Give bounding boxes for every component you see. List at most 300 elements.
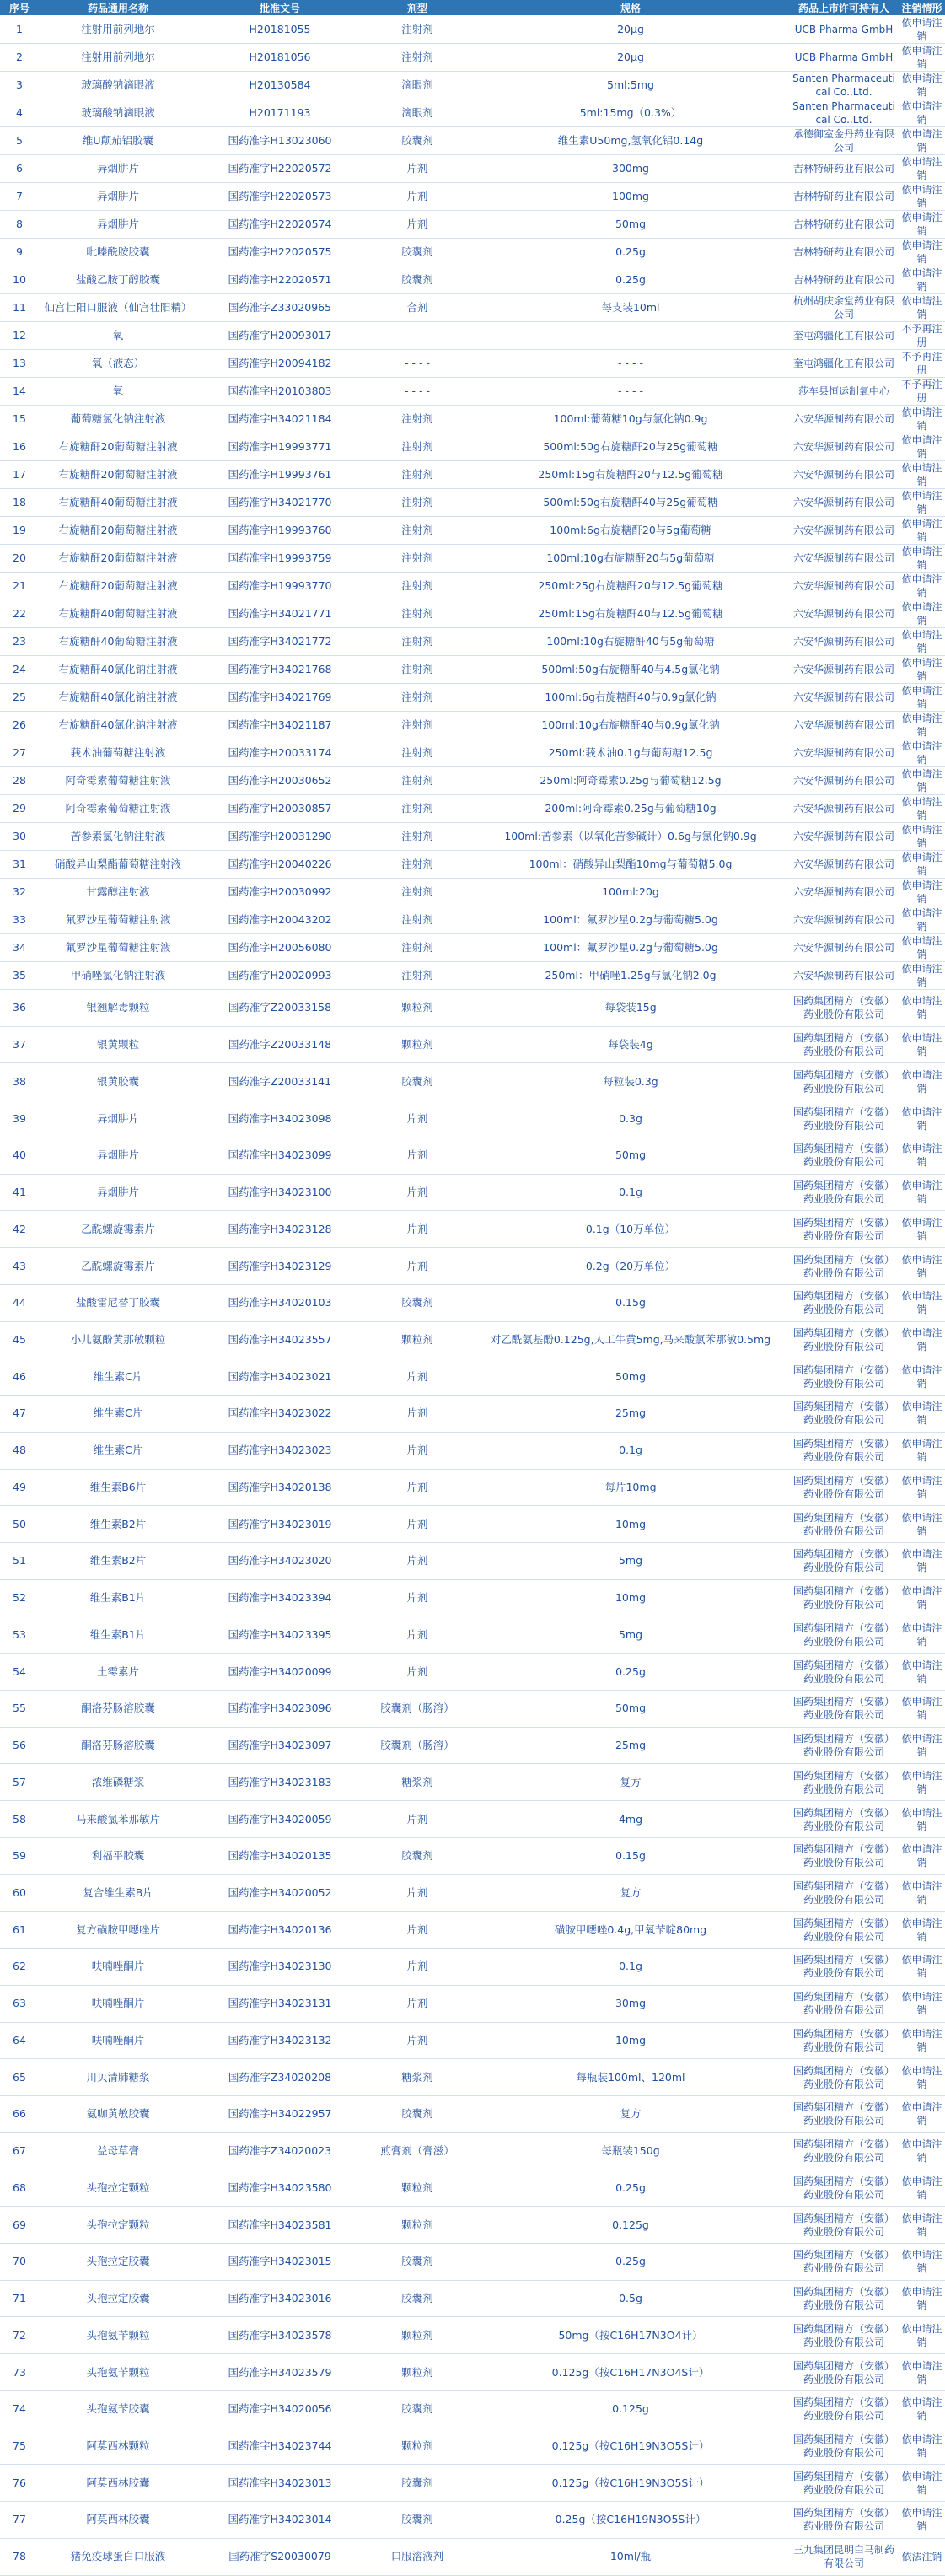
drug-name-cell: 头孢拉定颗粒 <box>39 2170 197 2207</box>
cancellation-reason-cell: 依申请注销 <box>899 1764 945 1801</box>
drug-name-cell: 右旋糖酐20葡萄糖注射液 <box>39 573 197 600</box>
drug-name-cell: 异烟肼片 <box>39 1100 197 1137</box>
seq-cell: 17 <box>0 461 39 489</box>
license-holder-cell: 国药集团精方（安徽）药业股份有限公司 <box>789 1100 899 1137</box>
license-holder-cell: 国药集团精方（安徽）药业股份有限公司 <box>789 2059 899 2096</box>
cancellation-reason-cell: 依申请注销 <box>899 266 945 294</box>
license-holder-cell: 吉林特研药业有限公司 <box>789 266 899 294</box>
approval-number-cell: 国药准字H34023183 <box>197 1764 362 1801</box>
dosage-form-cell: 胶囊剂 <box>362 2096 472 2133</box>
cancellation-reason-cell: 依申请注销 <box>899 2170 945 2207</box>
approval-number-cell: 国药准字H34020059 <box>197 1801 362 1838</box>
seq-cell: 66 <box>0 2096 39 2133</box>
approval-number-cell: 国药准字H34023013 <box>197 2465 362 2502</box>
license-holder-cell: Santen Pharmaceutical Co.,Ltd. <box>789 99 899 127</box>
cancellation-reason-cell: 依申请注销 <box>899 2132 945 2170</box>
table-row <box>0 1654 945 1691</box>
license-holder-cell: 国药集团精方（安徽）药业股份有限公司 <box>789 1949 899 1986</box>
dosage-form-cell: 颗粒剂 <box>362 990 472 1027</box>
dosage-form-cell: 片剂 <box>362 1469 472 1506</box>
approval-number-cell: 国药准字H20033174 <box>197 739 362 767</box>
specification-cell: 250ml：甲硝唑1.25g与氯化钠2.0g <box>472 962 789 990</box>
specification-cell: 5ml:5mg <box>472 72 789 99</box>
drug-name-cell: 盐酸乙胺丁醇胶囊 <box>39 266 197 294</box>
table-row <box>0 378 945 406</box>
table-row <box>0 99 945 127</box>
table-row <box>0 2538 945 2575</box>
dosage-form-cell: 合剂 <box>362 294 472 322</box>
approval-number-cell: 国药准字H34021768 <box>197 656 362 684</box>
cancellation-reason-cell: 依申请注销 <box>899 1284 945 1321</box>
seq-cell: 4 <box>0 99 39 127</box>
seq-cell: 50 <box>0 1506 39 1543</box>
license-holder-cell: 国药集团精方（安徽）药业股份有限公司 <box>789 2280 899 2317</box>
specification-cell: 0.125g（按C16H19N3O5S计） <box>472 2465 789 2502</box>
table-row <box>0 823 945 851</box>
approval-number-cell: 国药准字H20043202 <box>197 906 362 934</box>
drug-name-cell: 维生素B2片 <box>39 1543 197 1580</box>
specification-cell: 100mg <box>472 183 789 211</box>
cancellation-reason-cell: 依申请注销 <box>899 183 945 211</box>
seq-cell: 30 <box>0 823 39 851</box>
dosage-form-cell: 滴眼剂 <box>362 99 472 127</box>
table-row <box>0 72 945 99</box>
specification-cell: 复方 <box>472 2096 789 2133</box>
table-row <box>0 461 945 489</box>
drug-name-cell: 维生素C片 <box>39 1396 197 1433</box>
table-row <box>0 406 945 433</box>
table-row <box>0 628 945 656</box>
license-holder-cell: 莎车县恒运制氧中心 <box>789 378 899 406</box>
approval-number-cell: 国药准字H34023015 <box>197 2243 362 2280</box>
approval-number-cell: H20171193 <box>197 99 362 127</box>
license-holder-cell: 六安华源制药有限公司 <box>789 823 899 851</box>
approval-number-cell: 国药准字H34020056 <box>197 2390 362 2428</box>
approval-number-cell: 国药准字H34021771 <box>197 600 362 628</box>
cancellation-reason-cell: 依申请注销 <box>899 1100 945 1137</box>
drug-name-cell: 注射用前列地尔 <box>39 44 197 72</box>
specification-cell: 对乙酰氨基酚0.125g,人工牛黄5mg,马来酸氯苯那敏0.5mg <box>472 1321 789 1358</box>
dosage-form-cell: 颗粒剂 <box>362 2428 472 2465</box>
approval-number-cell: 国药准字H34021772 <box>197 628 362 656</box>
dosage-form-cell: 胶囊剂（肠溶） <box>362 1690 472 1727</box>
license-holder-cell: 国药集团精方（安徽）药业股份有限公司 <box>789 990 899 1027</box>
drug-name-cell: 维生素C片 <box>39 1432 197 1469</box>
license-holder-cell: 国药集团精方（安徽）药业股份有限公司 <box>789 1506 899 1543</box>
specification-cell: 250ml:阿奇霉素0.25g与葡萄糖12.5g <box>472 767 789 795</box>
specification-cell: 5mg <box>472 1616 789 1654</box>
drug-name-cell: 右旋糖酐40葡萄糖注射液 <box>39 489 197 517</box>
dosage-form-cell: - - - - <box>362 350 472 378</box>
approval-number-cell: 国药准字H19993761 <box>197 461 362 489</box>
seq-cell: 54 <box>0 1654 39 1691</box>
table-row <box>0 1174 945 1211</box>
specification-cell: 0.25g（按C16H19N3O5S计） <box>472 2502 789 2539</box>
seq-cell: 41 <box>0 1174 39 1211</box>
drug-name-cell: 呋喃唑酮片 <box>39 1985 197 2022</box>
approval-number-cell: 国药准字H22020575 <box>197 239 362 266</box>
approval-number-cell: 国药准字H34023019 <box>197 1506 362 1543</box>
seq-cell: 34 <box>0 934 39 962</box>
table-row <box>0 795 945 823</box>
approval-number-cell: 国药准字H34023579 <box>197 2354 362 2391</box>
seq-cell: 8 <box>0 211 39 239</box>
dosage-form-cell: 胶囊剂 <box>362 239 472 266</box>
dosage-form-cell: 滴眼剂 <box>362 72 472 99</box>
specification-cell: 100ml：氟罗沙星0.2g与葡萄糖5.0g <box>472 906 789 934</box>
approval-number-cell: H20130584 <box>197 72 362 99</box>
drug-name-cell: 甲硝唑氯化钠注射液 <box>39 962 197 990</box>
cancellation-reason-cell: 依申请注销 <box>899 1063 945 1100</box>
drug-name-cell: 右旋糖酐40氯化钠注射液 <box>39 656 197 684</box>
license-holder-cell: 国药集团精方（安徽）药业股份有限公司 <box>789 1874 899 1912</box>
dosage-form-cell: 注射剂 <box>362 739 472 767</box>
license-holder-cell: 国药集团精方（安徽）药业股份有限公司 <box>789 2096 899 2133</box>
cancellation-reason-cell: 依申请注销 <box>899 433 945 461</box>
dosage-form-cell: 注射剂 <box>362 600 472 628</box>
drug-name-cell: 吡嗪酰胺胶囊 <box>39 239 197 266</box>
dosage-form-cell: 胶囊剂 <box>362 2502 472 2539</box>
license-holder-cell: 国药集团精方（安徽）药业股份有限公司 <box>789 1543 899 1580</box>
drug-name-cell: 维生素B2片 <box>39 1506 197 1543</box>
approval-number-cell: 国药准字H34021770 <box>197 489 362 517</box>
seq-cell: 58 <box>0 1801 39 1838</box>
seq-cell: 37 <box>0 1026 39 1063</box>
cancellation-reason-cell: 依申请注销 <box>899 1837 945 1874</box>
drug-name-cell: 浓维磷糖浆 <box>39 1764 197 1801</box>
table-row <box>0 1063 945 1100</box>
header-seq: 序号 <box>0 0 39 16</box>
cancellation-reason-cell: 依申请注销 <box>899 767 945 795</box>
drug-name-cell: 右旋糖酐40葡萄糖注射液 <box>39 600 197 628</box>
cancellation-reason-cell: 依申请注销 <box>899 906 945 934</box>
dosage-form-cell: 片剂 <box>362 1949 472 1986</box>
drug-name-cell: 银黄胶囊 <box>39 1063 197 1100</box>
dosage-form-cell: 片剂 <box>362 1248 472 1285</box>
dosage-form-cell: 注射剂 <box>362 795 472 823</box>
approval-number-cell: 国药准字H34023130 <box>197 1949 362 1986</box>
approval-number-cell: 国药准字H34021184 <box>197 406 362 433</box>
table-row <box>0 684 945 712</box>
license-holder-cell: 六安华源制药有限公司 <box>789 712 899 739</box>
license-holder-cell: 国药集团精方（安徽）药业股份有限公司 <box>789 2132 899 2170</box>
table-row <box>0 1579 945 1616</box>
table-row <box>0 266 945 294</box>
cancellation-reason-cell: 依申请注销 <box>899 1396 945 1433</box>
cancellation-reason-cell: 不予再注册 <box>899 322 945 350</box>
table-row <box>0 2354 945 2391</box>
license-holder-cell: 国药集团精方（安徽）药业股份有限公司 <box>789 1026 899 1063</box>
dosage-form-cell: 口服溶液剂 <box>362 2538 472 2575</box>
drug-name-cell: 氨咖黄敏胶囊 <box>39 2096 197 2133</box>
approval-number-cell: 国药准字Z20033141 <box>197 1063 362 1100</box>
seq-cell: 70 <box>0 2243 39 2280</box>
dosage-form-cell: 片剂 <box>362 2022 472 2059</box>
drug-name-cell: 右旋糖酐40葡萄糖注射液 <box>39 628 197 656</box>
specification-cell: 0.1g <box>472 1174 789 1211</box>
cancellation-reason-cell: 依申请注销 <box>899 1727 945 1764</box>
specification-cell: 0.25g <box>472 2170 789 2207</box>
license-holder-cell: 六安华源制药有限公司 <box>789 795 899 823</box>
table-row <box>0 962 945 990</box>
drug-name-cell: 头孢氨苄颗粒 <box>39 2354 197 2391</box>
table-row <box>0 656 945 684</box>
drug-name-cell: 仙宫壮阳口服液（仙宫壮阳精） <box>39 294 197 322</box>
header-cancellation-reason: 注销情形 <box>899 0 945 16</box>
specification-cell: 100ml：硝酸异山梨酯10mg与葡萄糖5.0g <box>472 851 789 879</box>
table-row <box>0 2096 945 2133</box>
drug-name-cell: 右旋糖酐40氯化钠注射液 <box>39 684 197 712</box>
drug-name-cell: 益母草膏 <box>39 2132 197 2170</box>
dosage-form-cell: 片剂 <box>362 1100 472 1137</box>
specification-cell: 100ml:6g右旋糖酐20与5g葡萄糖 <box>472 517 789 545</box>
seq-cell: 27 <box>0 739 39 767</box>
cancellation-reason-cell: 依申请注销 <box>899 962 945 990</box>
specification-cell: 0.125g（按C16H17N3O4S计） <box>472 2354 789 2391</box>
seq-cell: 61 <box>0 1912 39 1949</box>
dosage-form-cell: 注射剂 <box>362 406 472 433</box>
drug-name-cell: 硝酸异山梨酯葡萄糖注射液 <box>39 851 197 879</box>
drug-name-cell: 川贝清肺糖浆 <box>39 2059 197 2096</box>
specification-cell: 磺胺甲噁唑0.4g,甲氧苄啶80mg <box>472 1912 789 1949</box>
seq-cell: 39 <box>0 1100 39 1137</box>
seq-cell: 49 <box>0 1469 39 1506</box>
specification-cell: 25mg <box>472 1727 789 1764</box>
drug-name-cell: 玻璃酸钠滴眼液 <box>39 99 197 127</box>
approval-number-cell: 国药准字H34023131 <box>197 1985 362 2022</box>
cancellation-reason-cell: 依申请注销 <box>899 155 945 183</box>
specification-cell: 0.25g <box>472 239 789 266</box>
drug-name-cell: 右旋糖酐20葡萄糖注射液 <box>39 545 197 573</box>
cancellation-reason-cell: 依申请注销 <box>899 656 945 684</box>
seq-cell: 63 <box>0 1985 39 2022</box>
specification-cell: 100ml:10g右旋糖酐20与5g葡萄糖 <box>472 545 789 573</box>
table-row <box>0 2170 945 2207</box>
license-holder-cell: 六安华源制药有限公司 <box>789 851 899 879</box>
dosage-form-cell: 片剂 <box>362 1174 472 1211</box>
seq-cell: 43 <box>0 1248 39 1285</box>
seq-cell: 1 <box>0 16 39 44</box>
drug-name-cell: 利福平胶囊 <box>39 1837 197 1874</box>
dosage-form-cell: 颗粒剂 <box>362 2207 472 2244</box>
dosage-form-cell: 胶囊剂 <box>362 1284 472 1321</box>
table-body <box>0 16 945 2576</box>
specification-cell: 50mg（按C16H17N3O4计） <box>472 2317 789 2354</box>
seq-cell: 24 <box>0 656 39 684</box>
dosage-form-cell: - - - - <box>362 378 472 406</box>
cancellation-reason-cell: 依申请注销 <box>899 2317 945 2354</box>
table-row <box>0 1321 945 1358</box>
approval-number-cell: 国药准字H34023014 <box>197 2502 362 2539</box>
specification-cell: 50mg <box>472 211 789 239</box>
seq-cell: 18 <box>0 489 39 517</box>
cancellation-reason-cell: 依申请注销 <box>899 990 945 1027</box>
seq-cell: 11 <box>0 294 39 322</box>
dosage-form-cell: 颗粒剂 <box>362 2354 472 2391</box>
dosage-form-cell: 胶囊剂 <box>362 266 472 294</box>
dosage-form-cell: 注射剂 <box>362 16 472 44</box>
license-holder-cell: 六安华源制药有限公司 <box>789 906 899 934</box>
cancellation-reason-cell: 依申请注销 <box>899 1654 945 1691</box>
seq-cell: 62 <box>0 1949 39 1986</box>
approval-number-cell: 国药准字H22020572 <box>197 155 362 183</box>
dosage-form-cell: 片剂 <box>362 1137 472 1174</box>
table-row <box>0 1248 945 1285</box>
dosage-form-cell: 煎膏剂（膏滋） <box>362 2132 472 2170</box>
seq-cell: 29 <box>0 795 39 823</box>
license-holder-cell: 国药集团精方（安徽）药业股份有限公司 <box>789 1137 899 1174</box>
seq-cell: 19 <box>0 517 39 545</box>
specification-cell: 10mg <box>472 1579 789 1616</box>
cancellation-reason-cell: 依法注销 <box>899 2538 945 2575</box>
drug-name-cell: 右旋糖酐40氯化钠注射液 <box>39 712 197 739</box>
header-dosage-form: 剂型 <box>362 0 472 16</box>
table-row <box>0 2243 945 2280</box>
table-row <box>0 851 945 879</box>
cancellation-reason-cell: 依申请注销 <box>899 1211 945 1248</box>
license-holder-cell: UCB Pharma GmbH <box>789 44 899 72</box>
dosage-form-cell: 颗粒剂 <box>362 2170 472 2207</box>
dosage-form-cell: 注射剂 <box>362 823 472 851</box>
license-holder-cell: 奎屯鸿疆化工有限公司 <box>789 322 899 350</box>
license-holder-cell: 国药集团精方（安徽）药业股份有限公司 <box>789 1616 899 1654</box>
dosage-form-cell: 胶囊剂 <box>362 1063 472 1100</box>
license-holder-cell: 国药集团精方（安徽）药业股份有限公司 <box>789 2022 899 2059</box>
cancellation-reason-cell: 依申请注销 <box>899 2390 945 2428</box>
specification-cell: 5ml:15mg（0.3%） <box>472 99 789 127</box>
approval-number-cell: H20181055 <box>197 16 362 44</box>
license-holder-cell: 国药集团精方（安徽）药业股份有限公司 <box>789 2390 899 2428</box>
dosage-form-cell: 片剂 <box>362 1543 472 1580</box>
specification-cell: 每袋装4g <box>472 1026 789 1063</box>
license-holder-cell: 国药集团精方（安徽）药业股份有限公司 <box>789 1912 899 1949</box>
dosage-form-cell: 颗粒剂 <box>362 1321 472 1358</box>
cancellation-reason-cell: 依申请注销 <box>899 1579 945 1616</box>
cancellation-reason-cell: 依申请注销 <box>899 573 945 600</box>
license-holder-cell: 国药集团精方（安徽）药业股份有限公司 <box>789 2243 899 2280</box>
dosage-form-cell: 片剂 <box>362 1912 472 1949</box>
table-row <box>0 1985 945 2022</box>
specification-cell: 0.125g（按C16H19N3O5S计） <box>472 2428 789 2465</box>
cancellation-reason-cell: 依申请注销 <box>899 72 945 99</box>
table-row <box>0 1506 945 1543</box>
drug-name-cell: 复方磺胺甲噁唑片 <box>39 1912 197 1949</box>
approval-number-cell: 国药准字H34023557 <box>197 1321 362 1358</box>
dosage-form-cell: - - - - <box>362 322 472 350</box>
approval-number-cell: 国药准字H34023394 <box>197 1579 362 1616</box>
license-holder-cell: 六安华源制药有限公司 <box>789 545 899 573</box>
cancellation-reason-cell: 依申请注销 <box>899 2465 945 2502</box>
license-holder-cell: 国药集团精方（安徽）药业股份有限公司 <box>789 1321 899 1358</box>
drug-name-cell: 异烟肼片 <box>39 211 197 239</box>
license-holder-cell: 六安华源制药有限公司 <box>789 656 899 684</box>
dosage-form-cell: 胶囊剂 <box>362 2390 472 2428</box>
dosage-form-cell: 注射剂 <box>362 712 472 739</box>
drug-name-cell: 维生素B6片 <box>39 1469 197 1506</box>
license-holder-cell: 国药集团精方（安徽）药业股份有限公司 <box>789 1432 899 1469</box>
license-holder-cell: 六安华源制药有限公司 <box>789 628 899 656</box>
seq-cell: 15 <box>0 406 39 433</box>
cancellation-reason-cell: 依申请注销 <box>899 2243 945 2280</box>
license-holder-cell: 国药集团精方（安徽）药业股份有限公司 <box>789 2465 899 2502</box>
seq-cell: 60 <box>0 1874 39 1912</box>
drug-name-cell: 维生素B1片 <box>39 1616 197 1654</box>
cancellation-reason-cell: 依申请注销 <box>899 16 945 44</box>
approval-number-cell: 国药准字H19993770 <box>197 573 362 600</box>
drug-name-cell: 氟罗沙星葡萄糖注射液 <box>39 934 197 962</box>
license-holder-cell: 六安华源制药有限公司 <box>789 489 899 517</box>
drug-name-cell: 小儿氨酚黄那敏颗粒 <box>39 1321 197 1358</box>
seq-cell: 74 <box>0 2390 39 2428</box>
seq-cell: 25 <box>0 684 39 712</box>
specification-cell: 100ml:葡萄糖10g与氯化钠0.9g <box>472 406 789 433</box>
table-row <box>0 239 945 266</box>
approval-number-cell: 国药准字H34023132 <box>197 2022 362 2059</box>
seq-cell: 76 <box>0 2465 39 2502</box>
approval-number-cell: 国药准字H34023395 <box>197 1616 362 1654</box>
license-holder-cell: 吉林特研药业有限公司 <box>789 211 899 239</box>
specification-cell: 25mg <box>472 1396 789 1433</box>
approval-number-cell: 国药准字H34023096 <box>197 1690 362 1727</box>
dosage-form-cell: 片剂 <box>362 1358 472 1396</box>
seq-cell: 5 <box>0 127 39 155</box>
drug-name-cell: 阿莫西林胶囊 <box>39 2465 197 2502</box>
cancellation-reason-cell: 依申请注销 <box>899 795 945 823</box>
cancellation-reason-cell: 依申请注销 <box>899 99 945 127</box>
drug-name-cell: 头孢氨苄胶囊 <box>39 2390 197 2428</box>
seq-cell: 67 <box>0 2132 39 2170</box>
drug-name-cell: 维生素B1片 <box>39 1579 197 1616</box>
dosage-form-cell: 片剂 <box>362 1874 472 1912</box>
specification-cell: 50mg <box>472 1358 789 1396</box>
specification-cell: 10ml/瓶 <box>472 2538 789 2575</box>
approval-number-cell: 国药准字H34023021 <box>197 1358 362 1396</box>
specification-cell: 100ml:苦参素（以氧化苦参碱计）0.6g与氯化钠0.9g <box>472 823 789 851</box>
table-row <box>0 1432 945 1469</box>
table-row <box>0 155 945 183</box>
cancellation-reason-cell: 依申请注销 <box>899 879 945 906</box>
table-row <box>0 1690 945 1727</box>
cancellation-reason-cell: 依申请注销 <box>899 489 945 517</box>
table-row <box>0 545 945 573</box>
cancellation-reason-cell: 不予再注册 <box>899 378 945 406</box>
specification-cell: 250ml:25g右旋糖酐20与12.5g葡萄糖 <box>472 573 789 600</box>
drug-name-cell: 头孢拉定颗粒 <box>39 2207 197 2244</box>
table-row <box>0 1949 945 1986</box>
approval-number-cell: 国药准字H20030652 <box>197 767 362 795</box>
seq-cell: 40 <box>0 1137 39 1174</box>
drug-name-cell: 银翘解毒颗粒 <box>39 990 197 1027</box>
specification-cell: 每片10mg <box>472 1469 789 1506</box>
seq-cell: 21 <box>0 573 39 600</box>
cancellation-reason-cell: 依申请注销 <box>899 545 945 573</box>
dosage-form-cell: 注射剂 <box>362 879 472 906</box>
approval-number-cell: 国药准字H20094182 <box>197 350 362 378</box>
license-holder-cell: 六安华源制药有限公司 <box>789 684 899 712</box>
specification-cell: 维生素U50mg,氢氧化铝0.14g <box>472 127 789 155</box>
cancellation-reason-cell: 依申请注销 <box>899 2354 945 2391</box>
seq-cell: 55 <box>0 1690 39 1727</box>
license-holder-cell: 国药集团精方（安徽）药业股份有限公司 <box>789 1396 899 1433</box>
seq-cell: 20 <box>0 545 39 573</box>
specification-cell: 每瓶装100ml、120ml <box>472 2059 789 2096</box>
license-holder-cell: 六安华源制药有限公司 <box>789 461 899 489</box>
drug-name-cell: 酮洛芬肠溶胶囊 <box>39 1727 197 1764</box>
approval-number-cell: 国药准字H20020993 <box>197 962 362 990</box>
drug-name-cell: 维U颠茄铝胶囊 <box>39 127 197 155</box>
seq-cell: 68 <box>0 2170 39 2207</box>
specification-cell: 500ml:50g右旋糖酐20与25g葡萄糖 <box>472 433 789 461</box>
